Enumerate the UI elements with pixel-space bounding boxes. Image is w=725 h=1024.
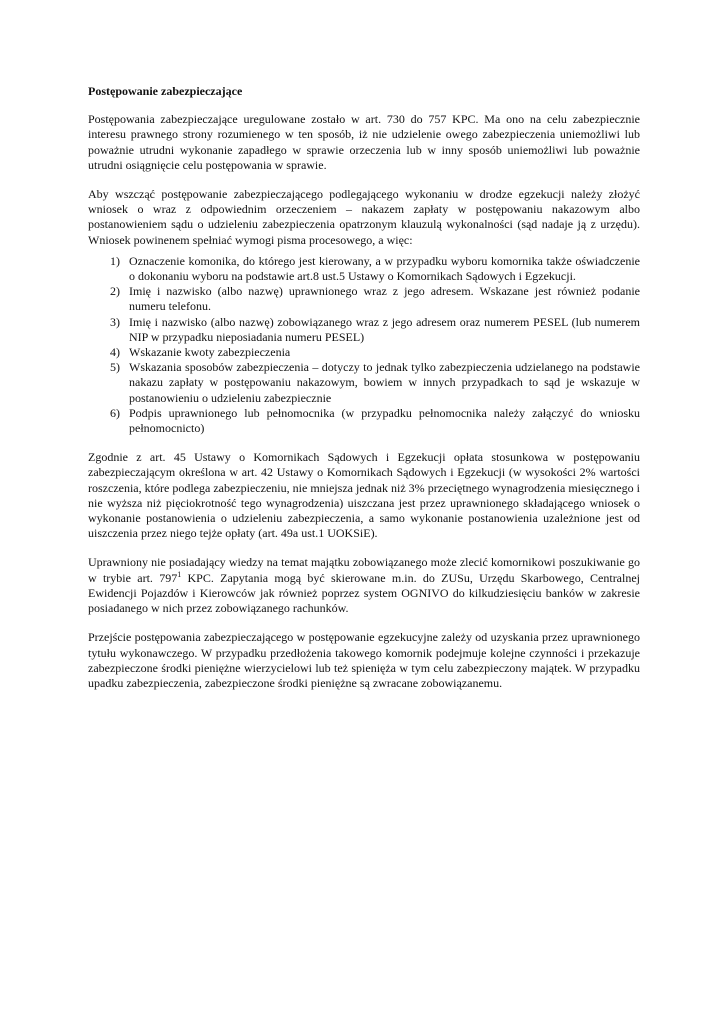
list-item-number: 6) bbox=[110, 405, 120, 420]
paragraph-transition: Przejście postępowania zabezpieczającego w postępowanie egzekucyjne zależy od uzyskania przez uprawnionego tytułu wykonawczego. W przypadku przedłożenia takowego komornik podejmuje kolejne czynności i przekazuje zabezpieczone środki pieniężne wierzycielowi lub też spienięża w tym celu zabezpieczony majątek. W przypadku upadku zabezpieczenia, zabezpieczone środki pieniężne są zwracane zobowiązanemu. bbox=[88, 630, 640, 690]
requirements-list bbox=[88, 254, 640, 436]
list-item-text: Oznaczenie komonika, do którego jest kierowany, a w przypadku wyboru komornika także oświadczenie o dokonaniu wyboru na podstawie art.8 ust.5 Ustawy o Komornikach Sądowych i Egzekucji. bbox=[129, 253, 640, 284]
paragraph-asset-search bbox=[88, 555, 640, 616]
list-item bbox=[88, 315, 640, 345]
list-item-number: 4) bbox=[110, 345, 120, 360]
paragraph-fee: Zgodnie z art. 45 Ustawy o Komornikach Sądowych i Egzekucji opłata stosunkowa w postępowaniu zabezpieczającym określona w art. 42 Ustawy o Komornikach Sądowych i Egzekucji (w wysokości 2% wartości roszczenia, które podlega zabezpieczeniu, nie mniejsza jednak niż 3% przeciętnego wynagrodzenia miesięcznego i nie wyższa niż pięciokrotność tego wynagrodzenia) uiszczana jest przez uprawnionego składającego wniosek o wykonanie postanowienia o udzieleniu zabezpieczenia, a samo wykonanie postanowienia uzależnione jest od uiszczenia przez niego tejże opłaty (art. 49a ust.1 UOKSiE). bbox=[88, 450, 640, 541]
list-item-text: Wskazanie kwoty zabezpieczenia bbox=[129, 345, 291, 360]
list-item-number: 5) bbox=[110, 360, 120, 375]
list-item bbox=[88, 345, 640, 360]
list-item-number: 3) bbox=[110, 314, 120, 329]
list-item bbox=[88, 406, 640, 436]
list-item-number: 2) bbox=[110, 284, 120, 299]
list-item bbox=[88, 284, 640, 314]
list-item-text: Podpis uprawnionego lub pełnomocnika (w przypadku pełnomocnika należy załączyć do wniosku pełnomocnicto) bbox=[129, 405, 640, 436]
list-item-text: Wskazania sposobów zabezpieczenia – dotyczy to jednak tylko zabezpieczenia udzielanego na podstawie nakazu zapłaty w postępowaniu nakazowym, bowiem w innych przypadkach to sąd je wskazuje w postanowieniu o udzieleniu zabezpiecznie bbox=[129, 360, 640, 405]
list-item bbox=[88, 254, 640, 284]
list-item-number: 1) bbox=[110, 253, 120, 268]
paragraph-motion-requirements: Aby wszcząć postępowanie zabezpieczającego podlegającego wykonaniu w drodze egzekucji należy złożyć wniosek o wraz z odpowiednim orzeczeniem – nakazem zapłaty w postępowaniu nakazowym albo postanowieniem sądu o udzieleniu zabezpieczenia opatrzonym klauzulą wykonalności (sąd nadaje ją z urzędu). Wniosek powinenem spełniać wymogi pisma procesowego, a więc: bbox=[88, 187, 640, 247]
paragraph-text-part: Uprawniony nie posiadający wiedzy na temat majątku zobowiązanego może zlecić komornikowi poszukiwanie go w trybie art. 797 bbox=[88, 555, 640, 585]
list-item bbox=[88, 360, 640, 406]
superscript: 1 bbox=[177, 569, 182, 579]
document-title: Postępowanie zabezpieczające bbox=[88, 84, 243, 98]
document-page bbox=[88, 84, 640, 705]
paragraph-text-part: KPC. Zapytania mogą być skierowane m.in. do ZUSu, Urzędu Skarbowego, Centralnej Ewidencji Pojazdów i Kierowców jak również poprzez system OGNIVO do kilkudziesięciu banków w zakresie posiadanego w nich przez zobowiązanego rachunków. bbox=[88, 570, 641, 616]
list-item-text: Imię i nazwisko (albo nazwę) zobowiązanego wraz z jego adresem oraz numerem PESEL (lub numerem NIP w przypadku nieposiadania numeru PESEL) bbox=[129, 314, 640, 344]
paragraph-intro-regulation: Postępowania zabezpieczające uregulowane zostało w art. 730 do 757 KPC. Ma ono na celu zabezpiecznie interesu prawnego strony rozumienego w ten sposób, iż nie udzielenie owego zabezpieczenia uniemożliwi lub poważnie utrudni wykonanie zapadłego w sprawie orzeczenia lub w inny sposób uniemożliwi lub poważnie utrudni osiągnięcie celu postępowania w sprawie. bbox=[88, 112, 640, 172]
list-item-text: Imię i nazwisko (albo nazwę) uprawnionego wraz z jego adresem. Wskazane jest również podanie numeru telefonu. bbox=[129, 284, 640, 314]
